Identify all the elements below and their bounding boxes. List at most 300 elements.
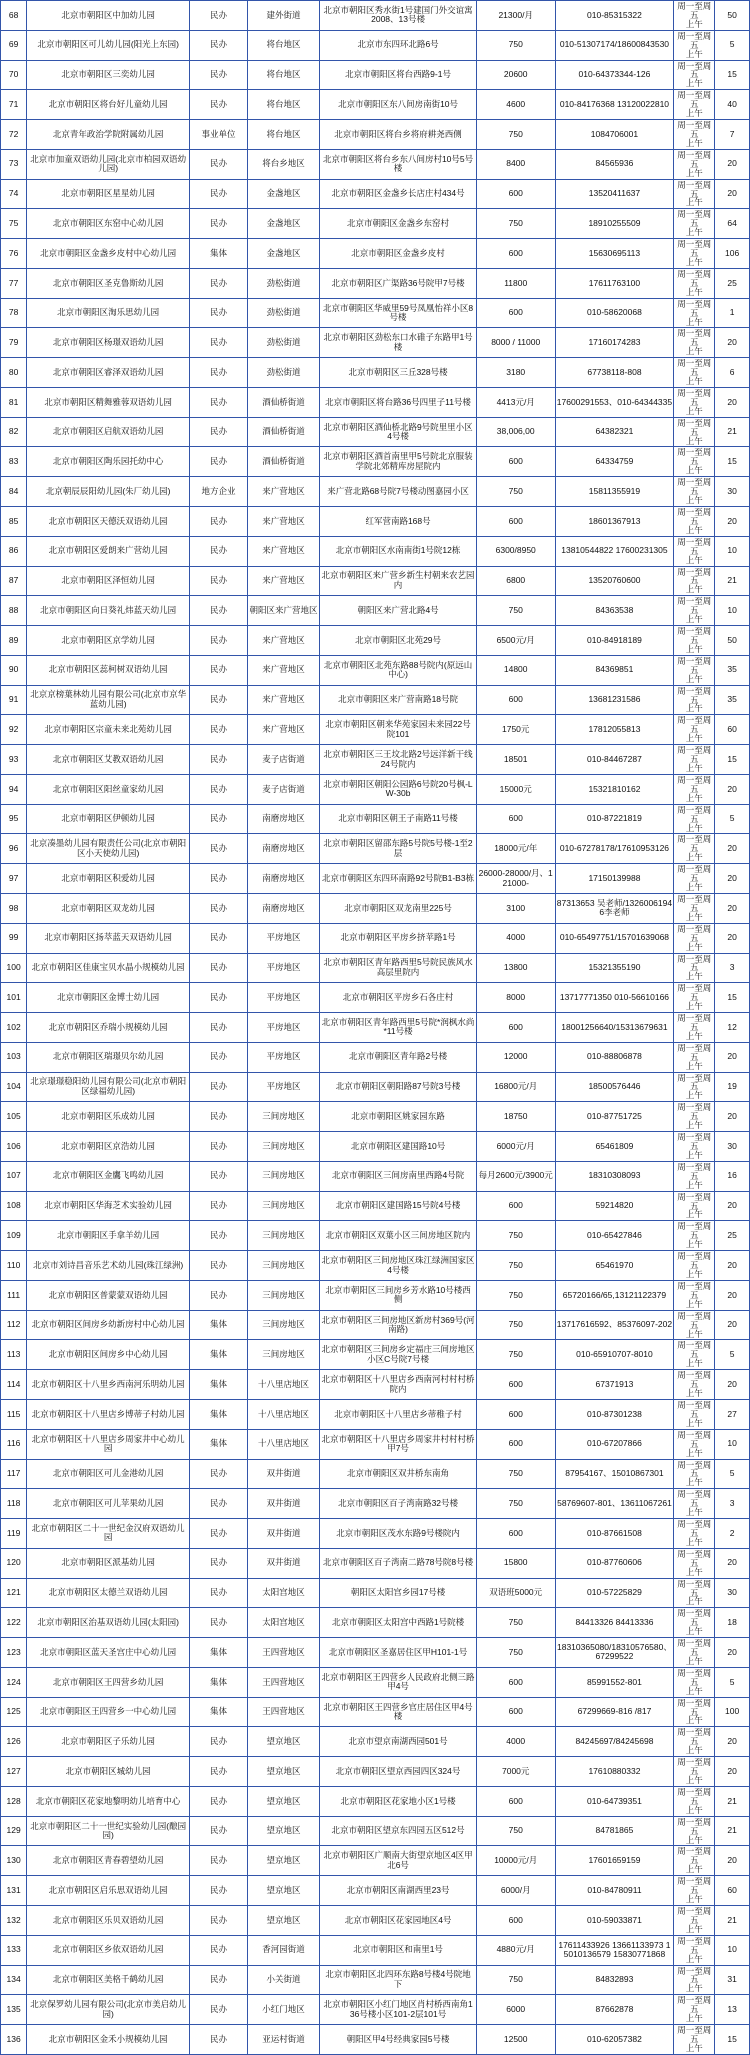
row-index: 80 bbox=[1, 358, 27, 388]
fee-standard: 750 bbox=[476, 1459, 555, 1489]
table-row bbox=[1, 1519, 750, 1549]
table-row bbox=[1, 596, 750, 626]
district-area: 望京地区 bbox=[247, 1846, 319, 1876]
table-row bbox=[1, 923, 750, 953]
row-index: 130 bbox=[1, 1846, 27, 1876]
service-time: 周一至周五 上午 bbox=[674, 477, 715, 507]
kindergarten-name: 北京市朝阳区十八里乡西南河乐明幼儿园 bbox=[27, 1370, 190, 1400]
enrollment-count: 25 bbox=[715, 1221, 750, 1251]
service-time: 周一至周五 上午 bbox=[674, 834, 715, 864]
service-time: 周一至周五 上午 bbox=[674, 1072, 715, 1102]
district-area: 劲松街道 bbox=[247, 298, 319, 328]
service-time: 周一至周五 上午 bbox=[674, 2025, 715, 2055]
district-area: 来广营地区 bbox=[247, 715, 319, 745]
service-time: 周一至周五 上午 bbox=[674, 804, 715, 834]
service-time: 周一至周五 上午 bbox=[674, 358, 715, 388]
address: 北京市朝阳区水南南街1号院12栋 bbox=[320, 536, 477, 566]
kindergarten-name: 北京市朝阳区星星幼儿园 bbox=[27, 179, 190, 209]
row-index: 116 bbox=[1, 1429, 27, 1459]
ownership-type: 民办 bbox=[190, 1816, 248, 1846]
ownership-type: 民办 bbox=[190, 209, 248, 239]
kindergarten-name: 北京市朝阳区蓝天圣宫庄中心幼儿园 bbox=[27, 1638, 190, 1668]
contact-phone: 13717616592、85376097-202 bbox=[555, 1310, 674, 1340]
ownership-type: 民办 bbox=[190, 745, 248, 775]
row-index: 83 bbox=[1, 447, 27, 477]
kindergarten-name: 北京市朝阳区可儿幼儿园(阳光上东园) bbox=[27, 30, 190, 60]
table-row bbox=[1, 1786, 750, 1816]
table-row bbox=[1, 1846, 750, 1876]
ownership-type: 民办 bbox=[190, 149, 248, 179]
district-area: 双井街道 bbox=[247, 1519, 319, 1549]
service-time: 周一至周五 上午 bbox=[674, 60, 715, 90]
row-index: 112 bbox=[1, 1310, 27, 1340]
fee-standard: 38,006,00 bbox=[476, 417, 555, 447]
fee-standard: 18501 bbox=[476, 745, 555, 775]
fee-standard: 600 bbox=[476, 179, 555, 209]
ownership-type: 民办 bbox=[190, 1727, 248, 1757]
kindergarten-name: 北京市朝阳区王四营乡幼儿园 bbox=[27, 1667, 190, 1697]
district-area: 平房地区 bbox=[247, 1042, 319, 1072]
fee-standard: 750 bbox=[476, 1340, 555, 1370]
address: 北京市朝阳区王四营乡官庄居住区甲4号楼 bbox=[320, 1697, 477, 1727]
kindergarten-name: 北京市朝阳区可儿金港幼儿园 bbox=[27, 1459, 190, 1489]
table-row bbox=[1, 1757, 750, 1787]
district-area: 劲松街道 bbox=[247, 358, 319, 388]
table-row bbox=[1, 1072, 750, 1102]
address: 北京市朝阳区三丘328号楼 bbox=[320, 358, 477, 388]
address: 北京市朝阳区将台乡将府耕尧西侧 bbox=[320, 120, 477, 150]
service-time: 周一至周五 上午 bbox=[674, 1727, 715, 1757]
enrollment-count: 30 bbox=[715, 1132, 750, 1162]
row-index: 111 bbox=[1, 1280, 27, 1310]
ownership-type: 民办 bbox=[190, 1161, 248, 1191]
enrollment-count: 20 bbox=[715, 1370, 750, 1400]
kindergarten-name: 北京市朝阳区佳康宝贝水晶小规模幼儿园 bbox=[27, 953, 190, 983]
ownership-type: 民办 bbox=[190, 328, 248, 358]
contact-phone: 17812055813 bbox=[555, 715, 674, 745]
fee-standard: 600 bbox=[476, 804, 555, 834]
fee-standard: 750 bbox=[476, 477, 555, 507]
ownership-type: 民办 bbox=[190, 1906, 248, 1936]
fee-standard: 600 bbox=[476, 447, 555, 477]
row-index: 81 bbox=[1, 387, 27, 417]
district-area: 双井街道 bbox=[247, 1548, 319, 1578]
address: 北京市朝阳区三间房乡定福庄三间房地区小区C号院7号楼 bbox=[320, 1340, 477, 1370]
fee-standard: 每月2600元/3900元 bbox=[476, 1161, 555, 1191]
ownership-type: 民办 bbox=[190, 1935, 248, 1965]
address: 北京市朝阳区朝王子南路11号楼 bbox=[320, 804, 477, 834]
district-area: 将台地区 bbox=[247, 90, 319, 120]
fee-standard: 6300/8950 bbox=[476, 536, 555, 566]
enrollment-count: 60 bbox=[715, 715, 750, 745]
fee-standard: 3180 bbox=[476, 358, 555, 388]
contact-phone: 84565936 bbox=[555, 149, 674, 179]
ownership-type: 集体 bbox=[190, 1429, 248, 1459]
table-row bbox=[1, 1042, 750, 1072]
enrollment-count: 1 bbox=[715, 298, 750, 328]
contact-phone: 010-65427846 bbox=[555, 1221, 674, 1251]
service-time: 周一至周五 上午 bbox=[674, 1995, 715, 2025]
fee-standard: 600 bbox=[476, 1519, 555, 1549]
enrollment-count: 20 bbox=[715, 1548, 750, 1578]
contact-phone: 010-62057382 bbox=[555, 2025, 674, 2055]
address: 北京市朝阳区酒仙桥北路9号院里里小区4号楼 bbox=[320, 417, 477, 447]
contact-phone: 84363538 bbox=[555, 596, 674, 626]
contact-phone: 010-64373344-126 bbox=[555, 60, 674, 90]
fee-standard: 750 bbox=[476, 209, 555, 239]
service-time: 周一至周五 上午 bbox=[674, 209, 715, 239]
row-index: 119 bbox=[1, 1519, 27, 1549]
table-row bbox=[1, 1816, 750, 1846]
table-row bbox=[1, 1251, 750, 1281]
kindergarten-name: 北京京榜葉林幼儿园有限公司(北京市京华蓝幼儿园) bbox=[27, 685, 190, 715]
kindergarten-name: 北京市朝阳区二十一世纪实验幼儿园(酿园园) bbox=[27, 1816, 190, 1846]
table-row bbox=[1, 477, 750, 507]
service-time: 周一至周五 上午 bbox=[674, 239, 715, 269]
row-index: 98 bbox=[1, 893, 27, 923]
address: 北京市朝阳区望京东四园五区512号 bbox=[320, 1816, 477, 1846]
fee-standard: 750 bbox=[476, 1489, 555, 1519]
ownership-type: 民办 bbox=[190, 685, 248, 715]
service-time: 周一至周五 上午 bbox=[674, 1221, 715, 1251]
ownership-type: 民办 bbox=[190, 1459, 248, 1489]
address: 朝阳区来广营北路4号 bbox=[320, 596, 477, 626]
district-area: 王四营地区 bbox=[247, 1638, 319, 1668]
fee-standard: 12500 bbox=[476, 2025, 555, 2055]
address: 北京市朝阳区三王坟北路2号远洋新干线24号院内 bbox=[320, 745, 477, 775]
address: 北京市朝阳区来广营乡新生村朝来农艺园内 bbox=[320, 566, 477, 596]
contact-phone: 84245697/84245698 bbox=[555, 1727, 674, 1757]
row-index: 134 bbox=[1, 1965, 27, 1995]
enrollment-count: 20 bbox=[715, 1727, 750, 1757]
table-row bbox=[1, 1, 750, 31]
kindergarten-name: 北京市朝阳区间房乡中心幼儿园 bbox=[27, 1340, 190, 1370]
kindergarten-name: 北京市朝阳区积爱幼儿园 bbox=[27, 864, 190, 894]
row-index: 99 bbox=[1, 923, 27, 953]
service-time: 周一至周五 上午 bbox=[674, 90, 715, 120]
ownership-type: 集体 bbox=[190, 1310, 248, 1340]
enrollment-count: 15 bbox=[715, 745, 750, 775]
service-time: 周一至周五 上午 bbox=[674, 1608, 715, 1638]
address: 北京市朝阳区百子湾南二路78号院8号楼 bbox=[320, 1548, 477, 1578]
enrollment-count: 100 bbox=[715, 1697, 750, 1727]
table-row bbox=[1, 1102, 750, 1132]
enrollment-count: 20 bbox=[715, 1846, 750, 1876]
enrollment-count: 15 bbox=[715, 60, 750, 90]
table-row bbox=[1, 507, 750, 537]
enrollment-count: 106 bbox=[715, 239, 750, 269]
service-time: 周一至周五 上午 bbox=[674, 655, 715, 685]
table-row bbox=[1, 1638, 750, 1668]
district-area: 三间房地区 bbox=[247, 1280, 319, 1310]
district-area: 望京地区 bbox=[247, 1757, 319, 1787]
table-row bbox=[1, 120, 750, 150]
enrollment-count: 13 bbox=[715, 1995, 750, 2025]
service-time: 周一至周五 上午 bbox=[674, 1816, 715, 1846]
service-time: 周一至周五 上午 bbox=[674, 1161, 715, 1191]
district-area: 双井街道 bbox=[247, 1459, 319, 1489]
fee-standard: 7000元 bbox=[476, 1757, 555, 1787]
address: 北京市朝阳区朝阳路87号院3号楼 bbox=[320, 1072, 477, 1102]
row-index: 120 bbox=[1, 1548, 27, 1578]
contact-phone: 67738118-808 bbox=[555, 358, 674, 388]
district-area: 来广营地区 bbox=[247, 685, 319, 715]
contact-phone: 010-65910707-8010 bbox=[555, 1340, 674, 1370]
enrollment-count: 21 bbox=[715, 1786, 750, 1816]
row-index: 131 bbox=[1, 1876, 27, 1906]
contact-phone: 17160174283 bbox=[555, 328, 674, 358]
district-area: 三间房地区 bbox=[247, 1251, 319, 1281]
contact-phone: 010-88806878 bbox=[555, 1042, 674, 1072]
ownership-type: 民办 bbox=[190, 834, 248, 864]
row-index: 96 bbox=[1, 834, 27, 864]
fee-standard: 4413元/月 bbox=[476, 387, 555, 417]
service-time: 周一至周五 上午 bbox=[674, 30, 715, 60]
contact-phone: 010-59033871 bbox=[555, 1906, 674, 1936]
kindergarten-name: 北京保罗幼儿园有限公司(北京市美启幼儿园) bbox=[27, 1995, 190, 2025]
table-row bbox=[1, 1191, 750, 1221]
contact-phone: 010-84918189 bbox=[555, 626, 674, 656]
row-index: 126 bbox=[1, 1727, 27, 1757]
district-area: 酒仙桥街道 bbox=[247, 447, 319, 477]
fee-standard: 4880元/月 bbox=[476, 1935, 555, 1965]
ownership-type: 民办 bbox=[190, 1846, 248, 1876]
enrollment-count: 35 bbox=[715, 655, 750, 685]
row-index: 121 bbox=[1, 1578, 27, 1608]
kindergarten-name: 北京市朝阳区启航双语幼儿园 bbox=[27, 417, 190, 447]
contact-phone: 010-67207866 bbox=[555, 1429, 674, 1459]
district-area: 将台地区 bbox=[247, 60, 319, 90]
contact-phone: 15321355190 bbox=[555, 953, 674, 983]
district-area: 王四营地区 bbox=[247, 1697, 319, 1727]
fee-standard: 600 bbox=[476, 685, 555, 715]
ownership-type: 民办 bbox=[190, 1013, 248, 1043]
address: 北京市朝阳区平房乡石各庄村 bbox=[320, 983, 477, 1013]
contact-phone: 18500576446 bbox=[555, 1072, 674, 1102]
row-index: 113 bbox=[1, 1340, 27, 1370]
service-time: 周一至周五 上午 bbox=[674, 923, 715, 953]
contact-phone: 84832893 bbox=[555, 1965, 674, 1995]
enrollment-count: 21 bbox=[715, 1816, 750, 1846]
district-area: 金盏地区 bbox=[247, 179, 319, 209]
enrollment-count: 5 bbox=[715, 1667, 750, 1697]
table-row bbox=[1, 655, 750, 685]
fee-standard: 750 bbox=[476, 1965, 555, 1995]
service-time: 周一至周五 上午 bbox=[674, 774, 715, 804]
service-time: 周一至周五 上午 bbox=[674, 179, 715, 209]
district-area: 三间房地区 bbox=[247, 1161, 319, 1191]
table-row bbox=[1, 864, 750, 894]
address: 北京市朝阳区将台乡东八间房村10号5号楼 bbox=[320, 149, 477, 179]
ownership-type: 民办 bbox=[190, 2025, 248, 2055]
fee-standard: 12000 bbox=[476, 1042, 555, 1072]
contact-phone: 15321810162 bbox=[555, 774, 674, 804]
enrollment-count: 20 bbox=[715, 1638, 750, 1668]
fee-standard: 10000元/月 bbox=[476, 1846, 555, 1876]
district-area: 平房地区 bbox=[247, 1013, 319, 1043]
address: 北京市朝阳区十八里店乡西南河村村村桥院内 bbox=[320, 1370, 477, 1400]
row-index: 92 bbox=[1, 715, 27, 745]
ownership-type: 民办 bbox=[190, 626, 248, 656]
row-index: 91 bbox=[1, 685, 27, 715]
district-area: 将台地区 bbox=[247, 30, 319, 60]
fee-standard: 3100 bbox=[476, 893, 555, 923]
table-row bbox=[1, 1340, 750, 1370]
kindergarten-name: 北京市朝阳区伊顿幼儿园 bbox=[27, 804, 190, 834]
address: 北京市朝阳区朝来华苑家园未来园22号院101 bbox=[320, 715, 477, 745]
service-time: 周一至周五 上午 bbox=[674, 596, 715, 626]
service-time: 周一至周五 上午 bbox=[674, 1340, 715, 1370]
ownership-type: 集体 bbox=[190, 1667, 248, 1697]
ownership-type: 民办 bbox=[190, 774, 248, 804]
table-row bbox=[1, 1667, 750, 1697]
row-index: 70 bbox=[1, 60, 27, 90]
contact-phone: 65461809 bbox=[555, 1132, 674, 1162]
enrollment-count: 20 bbox=[715, 923, 750, 953]
row-index: 82 bbox=[1, 417, 27, 447]
row-index: 88 bbox=[1, 596, 27, 626]
service-time: 周一至周五 上午 bbox=[674, 1459, 715, 1489]
row-index: 101 bbox=[1, 983, 27, 1013]
table-row bbox=[1, 1399, 750, 1429]
service-time: 周一至周五 上午 bbox=[674, 1280, 715, 1310]
enrollment-count: 12 bbox=[715, 1013, 750, 1043]
district-area: 南磨房地区 bbox=[247, 804, 319, 834]
contact-phone: 64334759 bbox=[555, 447, 674, 477]
table-row bbox=[1, 1280, 750, 1310]
kindergarten-name: 北京市朝阳区京学幼儿园 bbox=[27, 626, 190, 656]
contact-phone: 58769607-801、13611067261 bbox=[555, 1489, 674, 1519]
row-index: 110 bbox=[1, 1251, 27, 1281]
kindergarten-name: 北京市朝阳区泽恒幼儿园 bbox=[27, 566, 190, 596]
service-time: 周一至周五 上午 bbox=[674, 1519, 715, 1549]
enrollment-count: 5 bbox=[715, 1459, 750, 1489]
kindergarten-name: 北京市加童双语幼儿园(北京市柏园双语幼儿园) bbox=[27, 149, 190, 179]
table-row bbox=[1, 149, 750, 179]
kindergarten-name: 北京市朝阳区乐贝双语幼儿园 bbox=[27, 1906, 190, 1936]
address: 北京市东四环北路6号 bbox=[320, 30, 477, 60]
enrollment-count: 20 bbox=[715, 1102, 750, 1132]
kindergarten-name: 北京市朝阳区金博士幼儿园 bbox=[27, 983, 190, 1013]
contact-phone: 17600291553、010-64344335 bbox=[555, 387, 674, 417]
address: 北京市朝阳区将台路36号四里子11号楼 bbox=[320, 387, 477, 417]
enrollment-count: 10 bbox=[715, 1935, 750, 1965]
fee-standard: 750 bbox=[476, 1638, 555, 1668]
enrollment-count: 5 bbox=[715, 804, 750, 834]
contact-phone: 65461970 bbox=[555, 1251, 674, 1281]
row-index: 72 bbox=[1, 120, 27, 150]
contact-phone: 17610880332 bbox=[555, 1757, 674, 1787]
kindergarten-name: 北京市朝阳区蕊柯树双语幼儿园 bbox=[27, 655, 190, 685]
address: 北京市朝阳区北苑29号 bbox=[320, 626, 477, 656]
district-area: 望京地区 bbox=[247, 1816, 319, 1846]
service-time: 周一至周五 上午 bbox=[674, 1489, 715, 1519]
service-time: 周一至周五 上午 bbox=[674, 1757, 715, 1787]
fee-standard: 16800元/月 bbox=[476, 1072, 555, 1102]
district-area: 劲松街道 bbox=[247, 268, 319, 298]
enrollment-count: 3 bbox=[715, 953, 750, 983]
enrollment-count: 20 bbox=[715, 1251, 750, 1281]
address: 北京市朝阳区广渠路36号院甲7号楼 bbox=[320, 268, 477, 298]
table-row bbox=[1, 1995, 750, 2025]
fee-standard: 8000 / 11000 bbox=[476, 328, 555, 358]
address: 北京市朝阳区姚家园东路 bbox=[320, 1102, 477, 1132]
row-index: 69 bbox=[1, 30, 27, 60]
address: 北京市朝阳区三间房地区新房村369号(河南路) bbox=[320, 1310, 477, 1340]
district-area: 麦子店街道 bbox=[247, 774, 319, 804]
ownership-type: 民办 bbox=[190, 358, 248, 388]
table-row bbox=[1, 834, 750, 864]
enrollment-count: 31 bbox=[715, 1965, 750, 1995]
ownership-type: 民办 bbox=[190, 447, 248, 477]
fee-standard: 13800 bbox=[476, 953, 555, 983]
ownership-type: 民办 bbox=[190, 1191, 248, 1221]
enrollment-count: 16 bbox=[715, 1161, 750, 1191]
table-row bbox=[1, 239, 750, 269]
row-index: 136 bbox=[1, 2025, 27, 2055]
fee-standard: 600 bbox=[476, 1906, 555, 1936]
kindergarten-name: 北京市朝阳区金禾小规模幼儿园 bbox=[27, 2025, 190, 2055]
address: 北京市朝阳区花家地小区1号楼 bbox=[320, 1786, 477, 1816]
table-row bbox=[1, 209, 750, 239]
service-time: 周一至周五 上午 bbox=[674, 1, 715, 31]
table-row bbox=[1, 1013, 750, 1043]
ownership-type: 民办 bbox=[190, 1251, 248, 1281]
contact-phone: 13520760600 bbox=[555, 566, 674, 596]
table-row bbox=[1, 1965, 750, 1995]
address: 北京市朝阳区金盏乡长店庄村434号 bbox=[320, 179, 477, 209]
enrollment-count: 20 bbox=[715, 149, 750, 179]
service-time: 周一至周五 上午 bbox=[674, 1667, 715, 1697]
contact-phone: 64382321 bbox=[555, 417, 674, 447]
ownership-type: 民办 bbox=[190, 1786, 248, 1816]
contact-phone: 59214820 bbox=[555, 1191, 674, 1221]
address: 北京市朝阳区北苑东路88号院内(原远山中心) bbox=[320, 655, 477, 685]
enrollment-count: 20 bbox=[715, 834, 750, 864]
contact-phone: 84413326 84413336 bbox=[555, 1608, 674, 1638]
district-area: 小关街道 bbox=[247, 1965, 319, 1995]
table-row bbox=[1, 1429, 750, 1459]
contact-phone: 010-64739351 bbox=[555, 1786, 674, 1816]
address: 北京市朝阳区三间房乡芳水路10号楼西侧 bbox=[320, 1280, 477, 1310]
enrollment-count: 30 bbox=[715, 477, 750, 507]
service-time: 周一至周五 上午 bbox=[674, 1310, 715, 1340]
address: 北京市朝阳区酒首南里甲5号院北京服装学院北郊精库房屋院内 bbox=[320, 447, 477, 477]
row-index: 132 bbox=[1, 1906, 27, 1936]
table-row bbox=[1, 358, 750, 388]
service-time: 周一至周五 上午 bbox=[674, 328, 715, 358]
district-area: 太阳宫地区 bbox=[247, 1608, 319, 1638]
enrollment-count: 50 bbox=[715, 1, 750, 31]
service-time: 周一至周五 上午 bbox=[674, 953, 715, 983]
kindergarten-name: 北京市朝阳区乔瑞小规模幼儿园 bbox=[27, 1013, 190, 1043]
table-row bbox=[1, 1548, 750, 1578]
contact-phone: 65720166/65,13121122379 bbox=[555, 1280, 674, 1310]
fee-standard: 双语班5000元 bbox=[476, 1578, 555, 1608]
fee-standard: 26000-28000/月、121000- bbox=[476, 864, 555, 894]
enrollment-count: 20 bbox=[715, 1280, 750, 1310]
table-row bbox=[1, 90, 750, 120]
district-area: 来广营地区 bbox=[247, 566, 319, 596]
enrollment-count: 20 bbox=[715, 774, 750, 804]
kindergarten-name: 北京市朝阳区三奕幼儿园 bbox=[27, 60, 190, 90]
service-time: 周一至周五 上午 bbox=[674, 566, 715, 596]
fee-standard: 600 bbox=[476, 1697, 555, 1727]
table-row bbox=[1, 536, 750, 566]
row-index: 127 bbox=[1, 1757, 27, 1787]
row-index: 74 bbox=[1, 179, 27, 209]
row-index: 114 bbox=[1, 1370, 27, 1400]
